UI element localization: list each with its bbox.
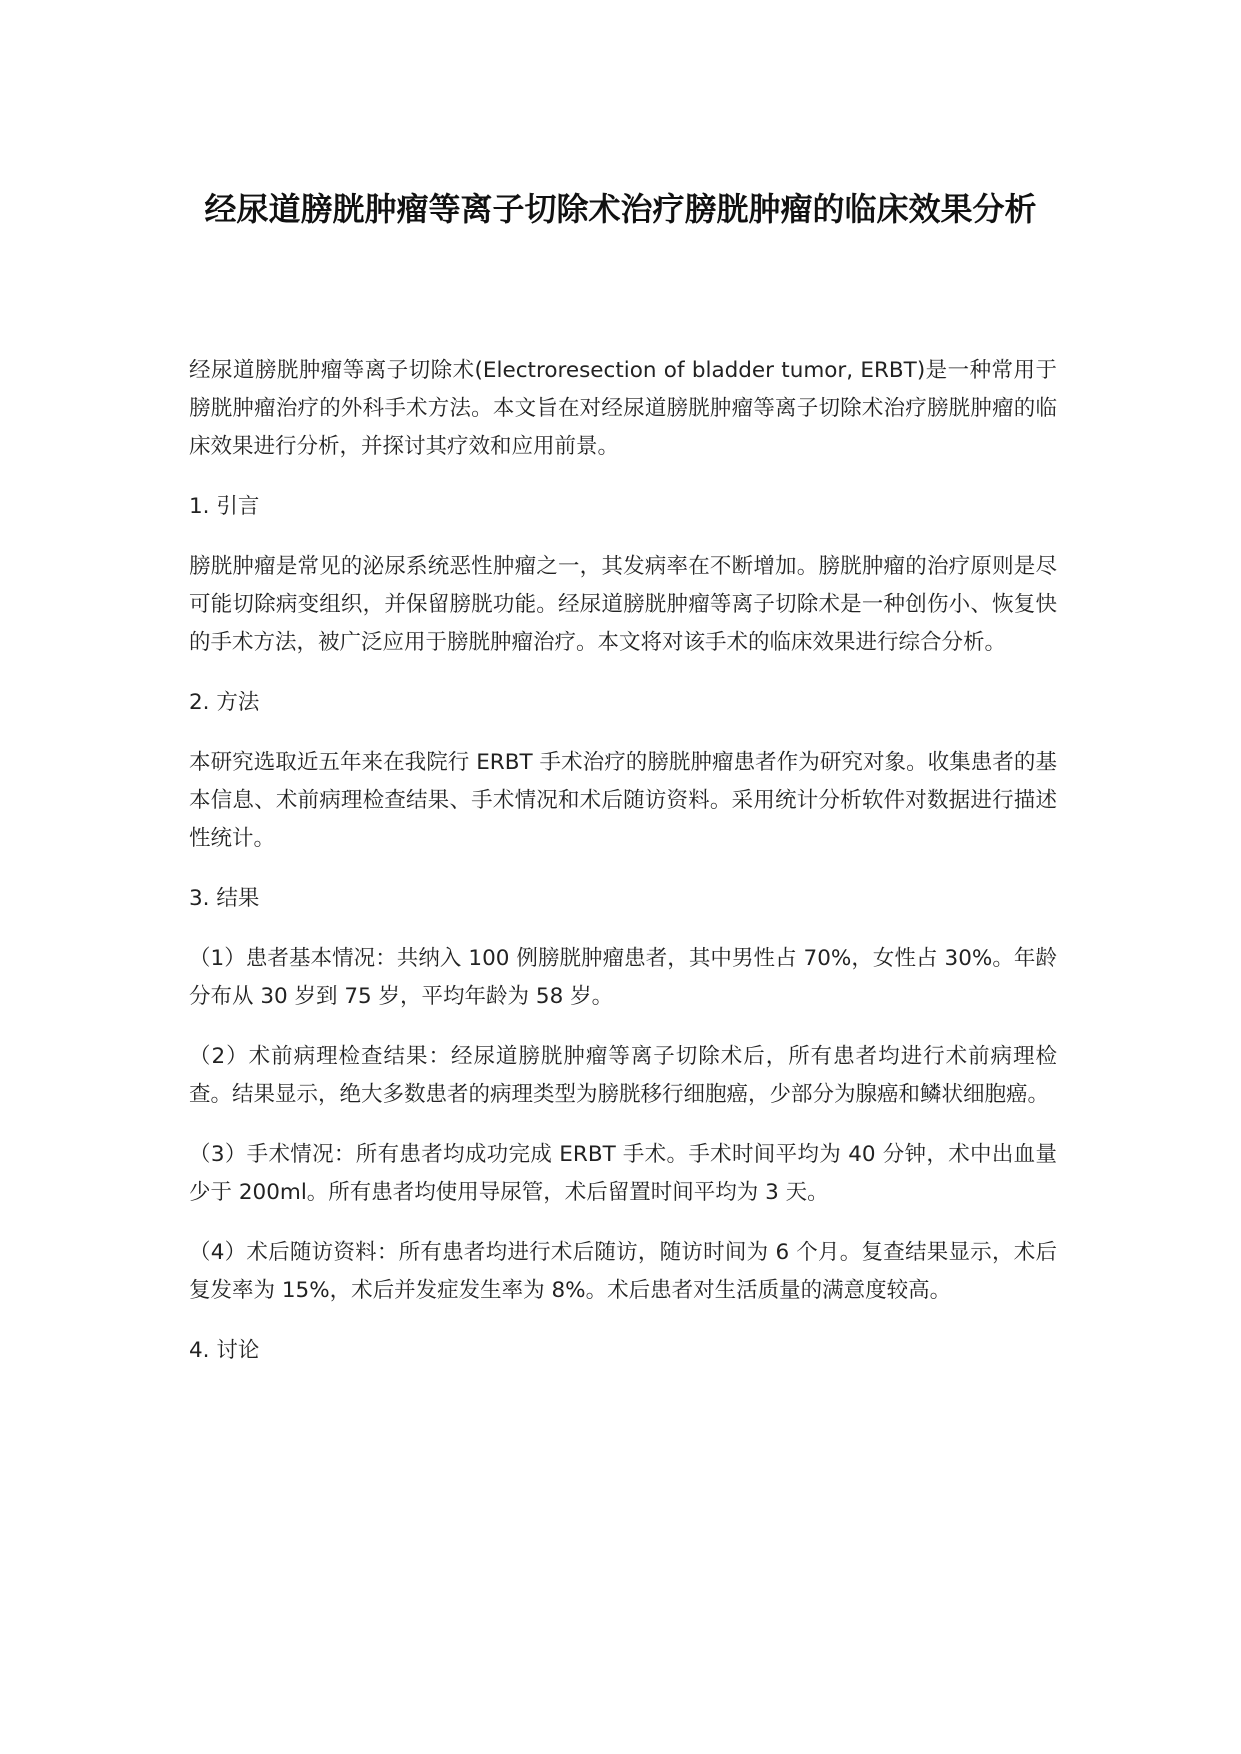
results-pathology-paragraph: （2）术前病理检查结果：经尿道膀胱肿瘤等离子切除术后，所有患者均进行术前病理检查。结果显示，绝大多数患者的病理类型为膀胱移行细胞癌，少部分为腺癌和鳞状细胞癌。 [189,1044,1057,1107]
abstract-paragraph: 经尿道膀胱肿瘤等离子切除术(Electroresection of bladder tumor, ERBT)是一种常用于膀胱肿瘤治疗的外科手术方法。本文旨在对经尿道膀胱肿瘤等离子切除术治疗膀胱肿瘤的临床效果进行分析，并探讨其疗效和应用前景。 [189,358,1057,459]
document-title: 经尿道膀胱肿瘤等离子切除术治疗膀胱肿瘤的临床效果分析 [204,190,1037,228]
section-heading-introduction: 1. 引言 [189,494,260,519]
methods-paragraph: 本研究选取近五年来在我院行 ERBT 手术治疗的膀胱肿瘤患者作为研究对象。收集患者的基本信息、术前病理检查结果、手术情况和术后随访资料。采用统计分析软件对数据进行描述性统计。 [189,750,1057,851]
section-heading-results: 3. 结果 [189,886,260,911]
section-heading-discussion: 4. 讨论 [189,1338,260,1363]
results-surgery-paragraph: （3）手术情况：所有患者均成功完成 ERBT 手术。手术时间平均为 40 分钟，术中出血量少于 200ml。所有患者均使用导尿管，术后留置时间平均为 3 天。 [189,1142,1057,1205]
results-patient-info-paragraph: （1）患者基本情况：共纳入 100 例膀胱肿瘤患者，其中男性占 70%，女性占 30%。年龄分布从 30 岁到 75 岁，平均年龄为 58 岁。 [189,946,1057,1009]
results-followup-paragraph: （4）术后随访资料：所有患者均进行术后随访，随访时间为 6 个月。复查结果显示，术后复发率为 15%，术后并发症发生率为 8%。术后患者对生活质量的满意度较高。 [189,1240,1057,1303]
document-body [189,352,1057,1392]
section-heading-methods: 2. 方法 [189,690,260,715]
introduction-paragraph: 膀胱肿瘤是常见的泌尿系统恶性肿瘤之一，其发病率在不断增加。膀胱肿瘤的治疗原则是尽可能切除病变组织，并保留膀胱功能。经尿道膀胱肿瘤等离子切除术是一种创伤小、恢复快的手术方法，被广泛应用于膀胱肿瘤治疗。本文将对该手术的临床效果进行综合分析。 [189,554,1057,655]
